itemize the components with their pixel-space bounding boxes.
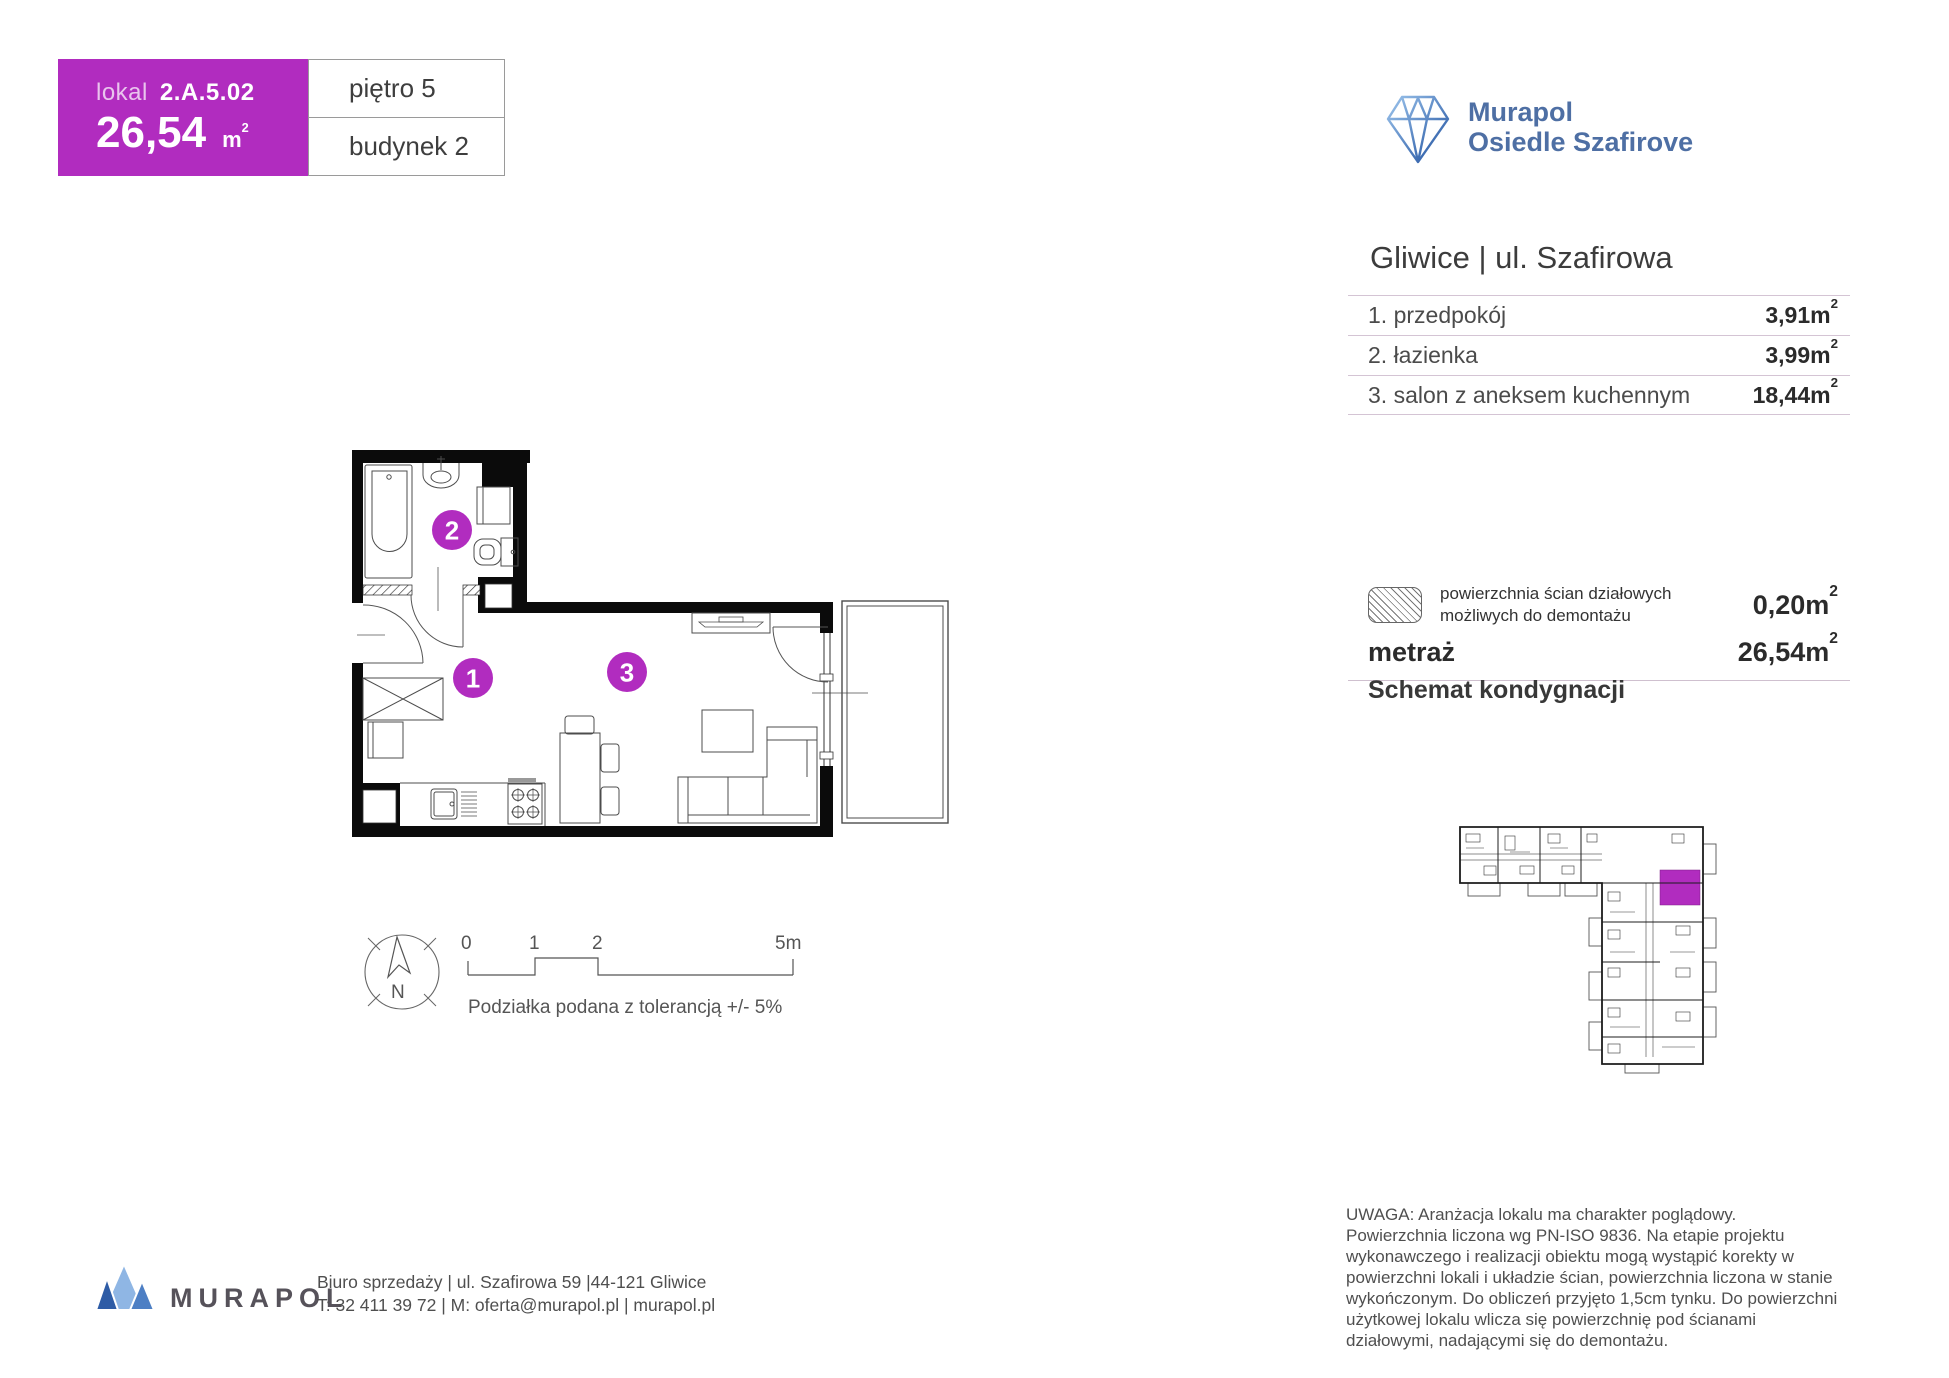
schematic-walls — [1460, 827, 1703, 1064]
room-value: $3,99m^2$ — [1765, 335, 1838, 368]
unit-m: m — [222, 127, 242, 152]
metraz-row — [1348, 630, 1850, 681]
building-cell: budynek 2 — [349, 131, 469, 161]
room-number-1: 1 — [465, 663, 481, 694]
unit-id-line — [96, 79, 308, 107]
room-number-3: 3 — [619, 657, 635, 688]
brand-name — [1468, 97, 1693, 157]
room-value: $18,44m^2$ — [1752, 375, 1838, 408]
location-heading: Gliwice | ul. Szafirowa — [1370, 240, 1673, 275]
table-row — [1348, 295, 1850, 335]
rooms-table — [1348, 295, 1850, 415]
footer-contact — [317, 1271, 715, 1317]
demolition-row — [1348, 583, 1850, 627]
scale-bar — [461, 933, 801, 1018]
demolition-value: $0,20m^2$ — [1752, 582, 1838, 620]
table-row — [1348, 375, 1850, 415]
removable-partitions — [363, 585, 480, 595]
room-label: 2. łazienka — [1368, 342, 1478, 368]
unit-area-line — [96, 108, 308, 157]
schematic-title: Schemat kondygnacji — [1368, 676, 1626, 704]
scale-tolerance-note: Podziałka podana z tolerancją +/- 5% — [468, 997, 783, 1018]
footer-address-line: Biuro sprzedaży | ul. Szafirowa 59 |44-121 Gliwice — [317, 1272, 707, 1292]
table-row — [1348, 335, 1850, 375]
hatch-legend-icon — [1368, 587, 1422, 623]
room-value: $3,91m^2$ — [1765, 295, 1838, 328]
room-label: 3. salon z aneksem kuchennym — [1368, 381, 1691, 408]
north-arrow-icon — [365, 935, 439, 1009]
room-number-2: 2 — [444, 515, 460, 546]
scale-2: 2 — [592, 933, 603, 954]
unit-header-box — [58, 59, 308, 176]
window — [820, 633, 833, 766]
footer-brand-name: MURAPOL — [170, 1283, 349, 1313]
floor-building-box — [308, 59, 505, 176]
brand-line2: Osiedle Szafirove — [1468, 127, 1694, 157]
scale-0: 0 — [461, 933, 472, 954]
highlighted-unit — [1660, 870, 1700, 905]
unit-sup: 2 — [241, 120, 249, 136]
murapol-logo-icon — [94, 1260, 160, 1318]
footer-contact-line: T: 32 411 39 72 | M: oferta@murapol.pl | murapol.pl — [317, 1295, 716, 1315]
floor-schematic — [1450, 822, 1718, 1074]
scale-1: 1 — [529, 933, 540, 954]
demolition-text: powierzchnia ścian działowych możliwych do demontażu — [1440, 584, 1672, 625]
unit-area-value: 26,54 — [96, 108, 207, 157]
lokal-label: lokal — [96, 79, 148, 106]
north-label: N — [391, 982, 405, 1003]
room-label: 1. przedpokój — [1368, 302, 1507, 328]
diamond-logo-icon — [1383, 88, 1463, 173]
floor-plan — [340, 430, 1000, 1030]
summary-block — [1348, 583, 1850, 681]
walls — [352, 450, 833, 837]
doors — [357, 567, 828, 682]
floor-cell: piętro 5 — [309, 60, 504, 118]
furniture — [363, 456, 817, 826]
brand-line1: Murapol — [1468, 97, 1573, 127]
metraz-label: metraż — [1368, 637, 1456, 667]
metraz-value: $26,54m^2$ — [1737, 630, 1838, 667]
disclaimer-text: UWAGA: Aranżacja lokalu ma charakter poglądowy. Powierzchnia liczona wg PN-ISO 9836. Na etapie projektu wykonawczego i realizacji obiektu mogą wystąpić korekty w powierzchni lokali i układzie ścian, powierzchnia liczona w stanie wykończonym. Do obliczeń przyjęto 1,5cm tynku. Do powierzchni użytkowej lokalu wlicza się powierzchnię pod ścianami działowymi, nadającymi się do demontażu. — [1346, 1205, 1838, 1350]
lokal-number: 2.A.5.02 — [159, 79, 255, 106]
scale-5m: 5m — [775, 933, 802, 954]
